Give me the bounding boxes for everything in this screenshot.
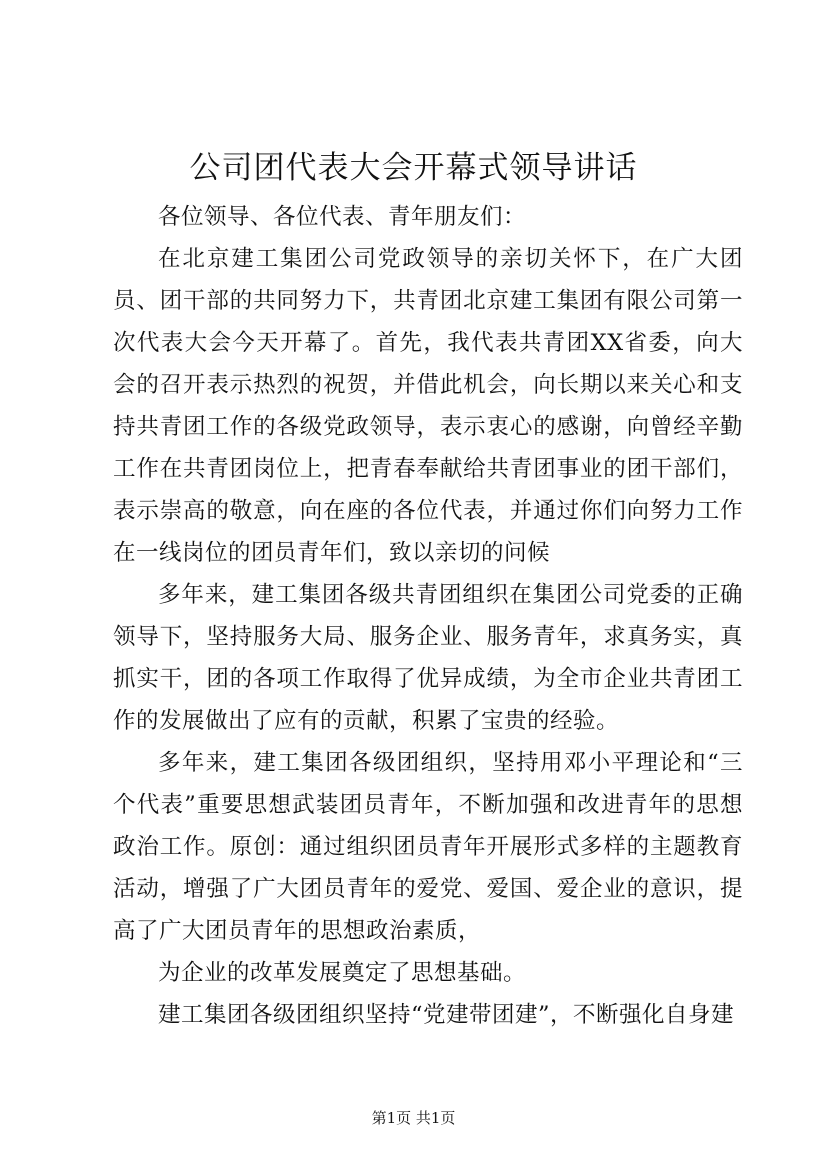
page-footer: 第1页 共1页 [371, 1109, 456, 1127]
foundation-paragraph: 为企业的改革发展奠定了思想基础。 [158, 960, 527, 986]
ideology-paragraph: 多年来，建工集团各级团组织，坚持用邓小平理论和“三个代表”重要思想武装团员青年，不断加强和改进青年的思想政治工作。原创：通过组织团员青年开展形式多样的主题教育活动，增强了广大团员青年的爱党、爱国、爱企业的意识，提高了广大团员青年的思想政治素质， [113, 750, 743, 944]
document-title: 公司团代表大会开幕式领导讲话 [189, 150, 638, 186]
achievements-paragraph: 多年来，建工集团各级共青团组织在集团公司党委的正确领导下，坚持服务大局、服务企业、服务青年，求真务实，真抓实干，团的各项工作取得了优异成绩，为全市企业共青团工作的发展做出了应有的贡献，积累了宝贵的经验。 [113, 582, 743, 734]
document-body [113, 196, 743, 1036]
party-building-paragraph: 建工集团各级团组织坚持“党建带团建”，不断强化自身建 [158, 1002, 735, 1028]
salutation-paragraph: 各位领导、各位代表、青年朋友们： [158, 204, 527, 230]
opening-paragraph: 在北京建工集团公司党政领导的亲切关怀下，在广大团员、团干部的共同努力下，共青团北京建工集团有限公司第一次代表大会今天开幕了。首先，我代表共青团XX省委，向大会的召开表示热烈的祝贺，并借此机会，向长期以来关心和支持共青团工作的各级党政领导，表示衷心的感谢，向曾经辛勤工作在共青团岗位上，把青春奉献给共青团事业的团干部们，表示崇高的敬意，向在座的各位代表，并通过你们向努力工作在一线岗位的团员青年们，致以亲切的问候 [113, 246, 743, 566]
